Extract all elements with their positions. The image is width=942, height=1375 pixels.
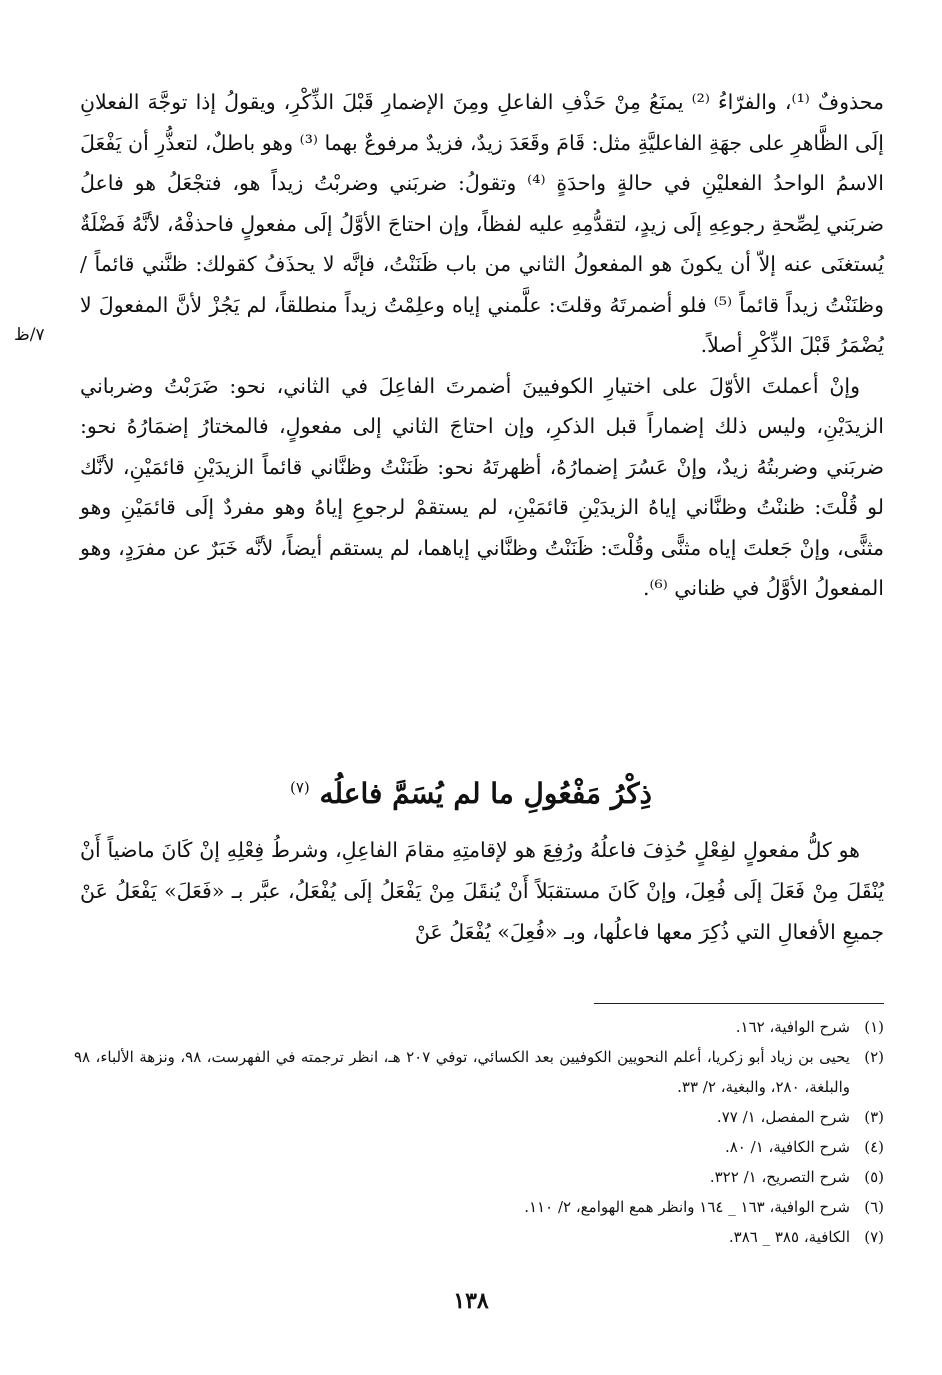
footnote-item bbox=[74, 1222, 884, 1252]
section-text-block bbox=[80, 830, 884, 953]
footnote-number: (٢) bbox=[864, 1048, 884, 1066]
footnote-text: يحيى بن زياد أبو زكريا، أعلم النحويين الكوفيين بعد الكسائي، توفي ٢٠٧ هـ، انظر ترجمته في الفهرست، ٩٨، ونزهة الألباء، ٩٨ والبلغة، ٢٨٠، والبغية، ٢/ ٣٣. bbox=[74, 1048, 850, 1096]
main-text-block bbox=[80, 82, 884, 609]
footnote-number: (٧) bbox=[864, 1228, 884, 1246]
section-heading-footnote-ref: (٧) bbox=[289, 778, 310, 797]
footnote-item bbox=[74, 1042, 884, 1102]
footnote-item bbox=[74, 1012, 884, 1042]
footnote-number: (٤) bbox=[864, 1138, 884, 1156]
footnote-separator bbox=[594, 1003, 884, 1004]
section-heading bbox=[0, 766, 942, 822]
manuscript-folio-marker: ٧/ظ bbox=[14, 325, 45, 345]
footnote-text: شرح المفصل، ١/ ٧٧. bbox=[716, 1108, 850, 1126]
footnote-item bbox=[74, 1132, 884, 1162]
footnote-item bbox=[74, 1162, 884, 1192]
page-number: ١٣٨ bbox=[453, 1288, 489, 1314]
footnote-item bbox=[74, 1102, 884, 1132]
footnote-text: شرح التصريح، ١/ ٣٢٢. bbox=[709, 1168, 850, 1186]
section-heading-text: ذِكْرُ مَفْعُولِ ما لم يُسَمَّ فاعلُه bbox=[319, 777, 652, 810]
paragraph-1: محذوفٌ ⁽¹⁾، والفرّاءُ ⁽²⁾ يمنَعُ مِنْ حَذْفِ الفاعلِ ومِنَ الإضمارِ قَبْلَ الذِّكْرِ، ويقولُ إذا توجَّهَ الفعلانِ إلَى الظَّاهرِ على جهَةِ الفاعليَّةِ مثل: قَامَ وقَعَدَ زيدٌ، فزيدٌ مرفوعٌ بهما ⁽³⁾ وهو باطلٌ، لتعذُّرِ أن يَفْعَلَ الاسمُ الواحدُ الفعليْنِ في حالةٍ واحدَةٍ ⁽⁴⁾ وتقولُ: ضربَني وضربْتُ زيداً هو، فتجْعَلُ هو فاعلُ ضربَني لِصِّحةِ رجوعِهِ إلَى زيدٍ، لتقدُّمِهِ عليه لفظاً، وإن احتاجَ الأوَّلُ إلَى مفعولٍ فاحذفْهُ، لأنَّهُ فَضْلَةٌ يُستغنَى عنه إلاّ أن يكونَ هو المفعولُ الثاني من باب ظَنَنْتُ، فإنَّه لا يحذَفُ كقولك: ظنَّني قائماً / وظنَنْتُ زيداً قائماً ⁽⁵⁾ فلو أضمرتَهُ وقلتَ: علَّمني إياه وعلِمْتُ زيداً منطلقاً، لم يَجُزْ لأنَّ المفعولَ لا يُضْمَرُ قَبْلَ الذِّكْرِ أصلاً. bbox=[80, 90, 885, 357]
section-paragraph: هو كلُّ مفعولٍ لفِعْلٍ حُذِفَ فاعلُهُ ورُفِعَ هو لإقامتِهِ مقامَ الفاعِلِ، وشرطُ فِعْلِهِ إنْ كَانَ ماضياً أَنْ يُنْقَلَ مِنْ فَعَلَ إلَى فُعِلَ، وإنْ كَانَ مستقبَلاً أَنْ يُنقَلَ مِنْ يَفْعَلُ إلَى يُفْعَلُ، عبَّر بـ «فَعَلَ» يَفْعَلُ عَنْ جميعِ الأفعالِ التي ذُكِرَ معها فاعلُها، وبـ «فُعِلَ» يُفْعَلُ عَنْ bbox=[80, 838, 884, 944]
paragraph-2: وإنْ أعملتَ الأوّلَ على اختيارِ الكوفيينَ أضمرتَ الفاعِلَ في الثاني، نحو: ضَرَبْتُ وضرباني الزيدَيْنِ، وليس ذلك إضماراً قبل الذكرِ، وإن احتاجَ الثاني إلى مفعولٍ، فالمختارُ إضمَارُهُ نحو: ضربَني وضربتُهُ زيدٌ، وإنْ عَسُرَ إضمارُهُ، أظهرتَهُ نحو: ظَنَنْتُ وظنَّاني قائماً الزيدَيْنِ قائمَيْنِ، لأنَّك لو قُلْتَ: ظننْتُ وظنَّاني إياهُ الزيدَيْنِ قائمَيْنِ، لم يستقمْ لرجوعِ إياهُ وهو مفردٌ إلَى قائمَيْنِ وهو مثنًّى، وإنْ جَعلتَ إياه مثنًّى وقُلْتَ: ظَنَنْتُ وظنَّاني إياهما، لم يستقم أيضاً، لأنَّه خَبَرٌ عن مفرَدٍ، وهو المفعولُ الأوَّلُ في ظناني ⁽⁶⁾. bbox=[80, 373, 884, 600]
footnote-text: شرح الوافية، ١٦٢. bbox=[735, 1018, 850, 1036]
footnote-item bbox=[74, 1192, 884, 1222]
footnote-text: الكافية، ٣٨٥ _ ٣٨٦. bbox=[728, 1228, 850, 1246]
footnotes bbox=[74, 1012, 884, 1252]
footnote-number: (٣) bbox=[864, 1108, 884, 1126]
footnote-number: (٦) bbox=[864, 1198, 884, 1216]
footnote-number: (٥) bbox=[864, 1168, 884, 1186]
footnote-text: شرح الكافية، ١/ ٨٠. bbox=[724, 1138, 850, 1156]
footnote-number: (١) bbox=[864, 1018, 884, 1036]
footnote-text: شرح الوافية، ١٦٣ _ ١٦٤ وانظر همع الهوامع، ٢/ ١١٠. bbox=[524, 1198, 850, 1216]
